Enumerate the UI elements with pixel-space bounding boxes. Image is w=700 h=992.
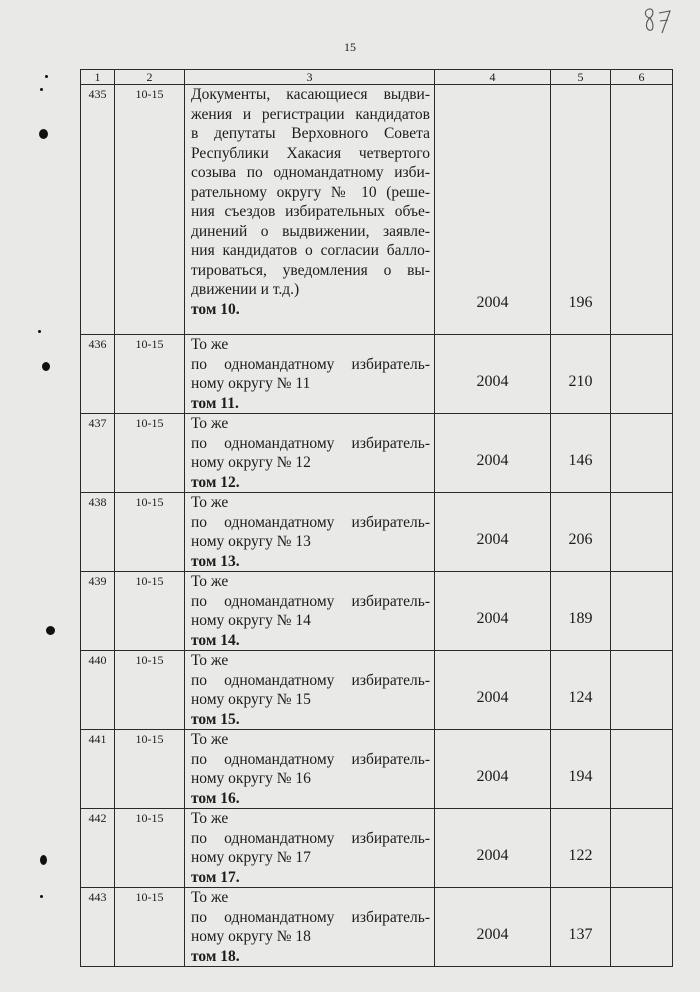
row-year: 2004 [435, 730, 551, 809]
volume-label: том 17. [191, 868, 240, 886]
description-line: Республики Хакасия четвертого [191, 144, 430, 162]
table-row [81, 809, 673, 888]
description-line: в депутаты Верховного Совета [191, 125, 430, 142]
table-row [81, 414, 673, 493]
description-line: тироваться, уведомления о вы- [191, 261, 430, 279]
row-note [611, 414, 673, 493]
row-index: 10-15 [115, 572, 185, 651]
row-note [611, 888, 673, 967]
volume-label: том 18. [191, 947, 240, 965]
page-number: 15 [344, 40, 356, 54]
description-line: динений о выдвижении, заявле- [191, 222, 430, 240]
speck-mark [40, 895, 43, 898]
volume-label: том 13. [191, 552, 240, 570]
row-description [185, 730, 435, 809]
row-index: 10-15 [115, 335, 185, 414]
row-note [611, 335, 673, 414]
row-year: 2004 [435, 572, 551, 651]
row-index: 10-15 [115, 85, 185, 335]
description-line: ному округу № 13 [191, 533, 311, 550]
column-header: 1 [81, 70, 115, 85]
row-sheet-count: 194 [551, 730, 611, 809]
description-line: созыва по одномандатному изби- [191, 164, 430, 181]
description-line: по одномандатному избиратель- [191, 592, 430, 610]
description-line: То же [191, 415, 229, 432]
row-note [611, 572, 673, 651]
row-sheet-count: 206 [551, 493, 611, 572]
row-number: 441 [81, 730, 115, 809]
row-note [611, 85, 673, 335]
volume-label: том 16. [191, 789, 240, 807]
row-year: 2004 [435, 85, 551, 335]
table-row [81, 651, 673, 730]
row-year: 2004 [435, 493, 551, 572]
row-index: 10-15 [115, 651, 185, 730]
description-line: То же [191, 494, 229, 511]
punch-mark [46, 626, 55, 635]
description-line: То же [191, 573, 229, 590]
row-number: 436 [81, 335, 115, 414]
description-line: по одномандатному избиратель- [191, 434, 430, 452]
row-description [185, 335, 435, 414]
description-line: ния кандидатов о согласии балло- [191, 242, 430, 259]
row-number: 443 [81, 888, 115, 967]
row-description [185, 888, 435, 967]
row-sheet-count: 189 [551, 572, 611, 651]
description-line: ному округу № 12 [191, 454, 311, 471]
description-line: То же [191, 810, 229, 827]
row-note [611, 809, 673, 888]
speck-mark [45, 75, 48, 78]
column-header: 4 [435, 70, 551, 85]
row-index: 10-15 [115, 493, 185, 572]
row-note [611, 651, 673, 730]
column-header: 5 [551, 70, 611, 85]
description-line: ному округу № 18 [191, 928, 311, 945]
description-line: То же [191, 731, 229, 748]
speck-mark [38, 330, 41, 333]
row-number: 437 [81, 414, 115, 493]
row-sheet-count: 196 [551, 85, 611, 335]
punch-mark [39, 129, 48, 139]
table-header-row [81, 70, 673, 85]
row-description [185, 414, 435, 493]
volume-label: том 14. [191, 631, 240, 649]
table-row [81, 85, 673, 335]
description-line: по одномандатному избиратель- [191, 513, 430, 531]
description-line: ному округу № 11 [191, 375, 311, 392]
description-line: ному округу № 14 [191, 612, 311, 629]
row-number: 440 [81, 651, 115, 730]
row-number: 438 [81, 493, 115, 572]
row-year: 2004 [435, 335, 551, 414]
table-row [81, 493, 673, 572]
description-line: по одномандатному избиратель- [191, 908, 430, 926]
row-year: 2004 [435, 414, 551, 493]
description-line: Документы, касающиеся выдви- [191, 86, 430, 103]
table-row [81, 335, 673, 414]
table-row [81, 572, 673, 651]
description-line: ному округу № 17 [191, 849, 311, 866]
column-header: 2 [115, 70, 185, 85]
volume-label: том 10. [191, 300, 240, 318]
row-description [185, 572, 435, 651]
row-index: 10-15 [115, 809, 185, 888]
description-line: ному округу № 15 [191, 691, 311, 708]
table-body [81, 85, 673, 967]
column-header: 6 [611, 70, 673, 85]
description-line: по одномандатному избиратель- [191, 829, 430, 847]
row-sheet-count: 122 [551, 809, 611, 888]
description-line: по одномандатному избиратель- [191, 355, 430, 373]
inventory-table [80, 69, 673, 967]
volume-label: том 15. [191, 710, 240, 728]
row-number: 435 [81, 85, 115, 335]
handwritten-sheet-number [640, 6, 676, 36]
punch-mark [40, 855, 47, 865]
row-sheet-count: 210 [551, 335, 611, 414]
punch-mark [42, 362, 50, 371]
description-line: движении и т.д.) [191, 281, 300, 298]
row-sheet-count: 124 [551, 651, 611, 730]
row-description [185, 651, 435, 730]
column-header: 3 [185, 70, 435, 85]
row-sheet-count: 146 [551, 414, 611, 493]
description-line: жения и регистрации кандидатов [191, 105, 430, 123]
row-number: 439 [81, 572, 115, 651]
row-number: 442 [81, 809, 115, 888]
description-line: по одномандатному избиратель- [191, 750, 430, 768]
description-line: по одномандатному избиратель- [191, 671, 430, 689]
description-line: ному округу № 16 [191, 770, 311, 787]
row-note [611, 730, 673, 809]
row-index: 10-15 [115, 414, 185, 493]
row-description [185, 493, 435, 572]
volume-label: том 11. [191, 394, 239, 412]
row-sheet-count: 137 [551, 888, 611, 967]
row-year: 2004 [435, 888, 551, 967]
description-line: То же [191, 336, 229, 353]
row-index: 10-15 [115, 888, 185, 967]
row-index: 10-15 [115, 730, 185, 809]
description-line: То же [191, 652, 229, 669]
row-year: 2004 [435, 809, 551, 888]
table-row [81, 888, 673, 967]
row-description [185, 809, 435, 888]
row-description [185, 85, 435, 335]
volume-label: том 12. [191, 473, 240, 491]
row-note [611, 493, 673, 572]
speck-mark [40, 88, 43, 91]
table-row [81, 730, 673, 809]
description-line: То же [191, 889, 229, 906]
description-line: ния съездов избирательных объе- [191, 203, 430, 220]
row-year: 2004 [435, 651, 551, 730]
description-line: рательному округу № 10 (реше- [191, 183, 430, 201]
